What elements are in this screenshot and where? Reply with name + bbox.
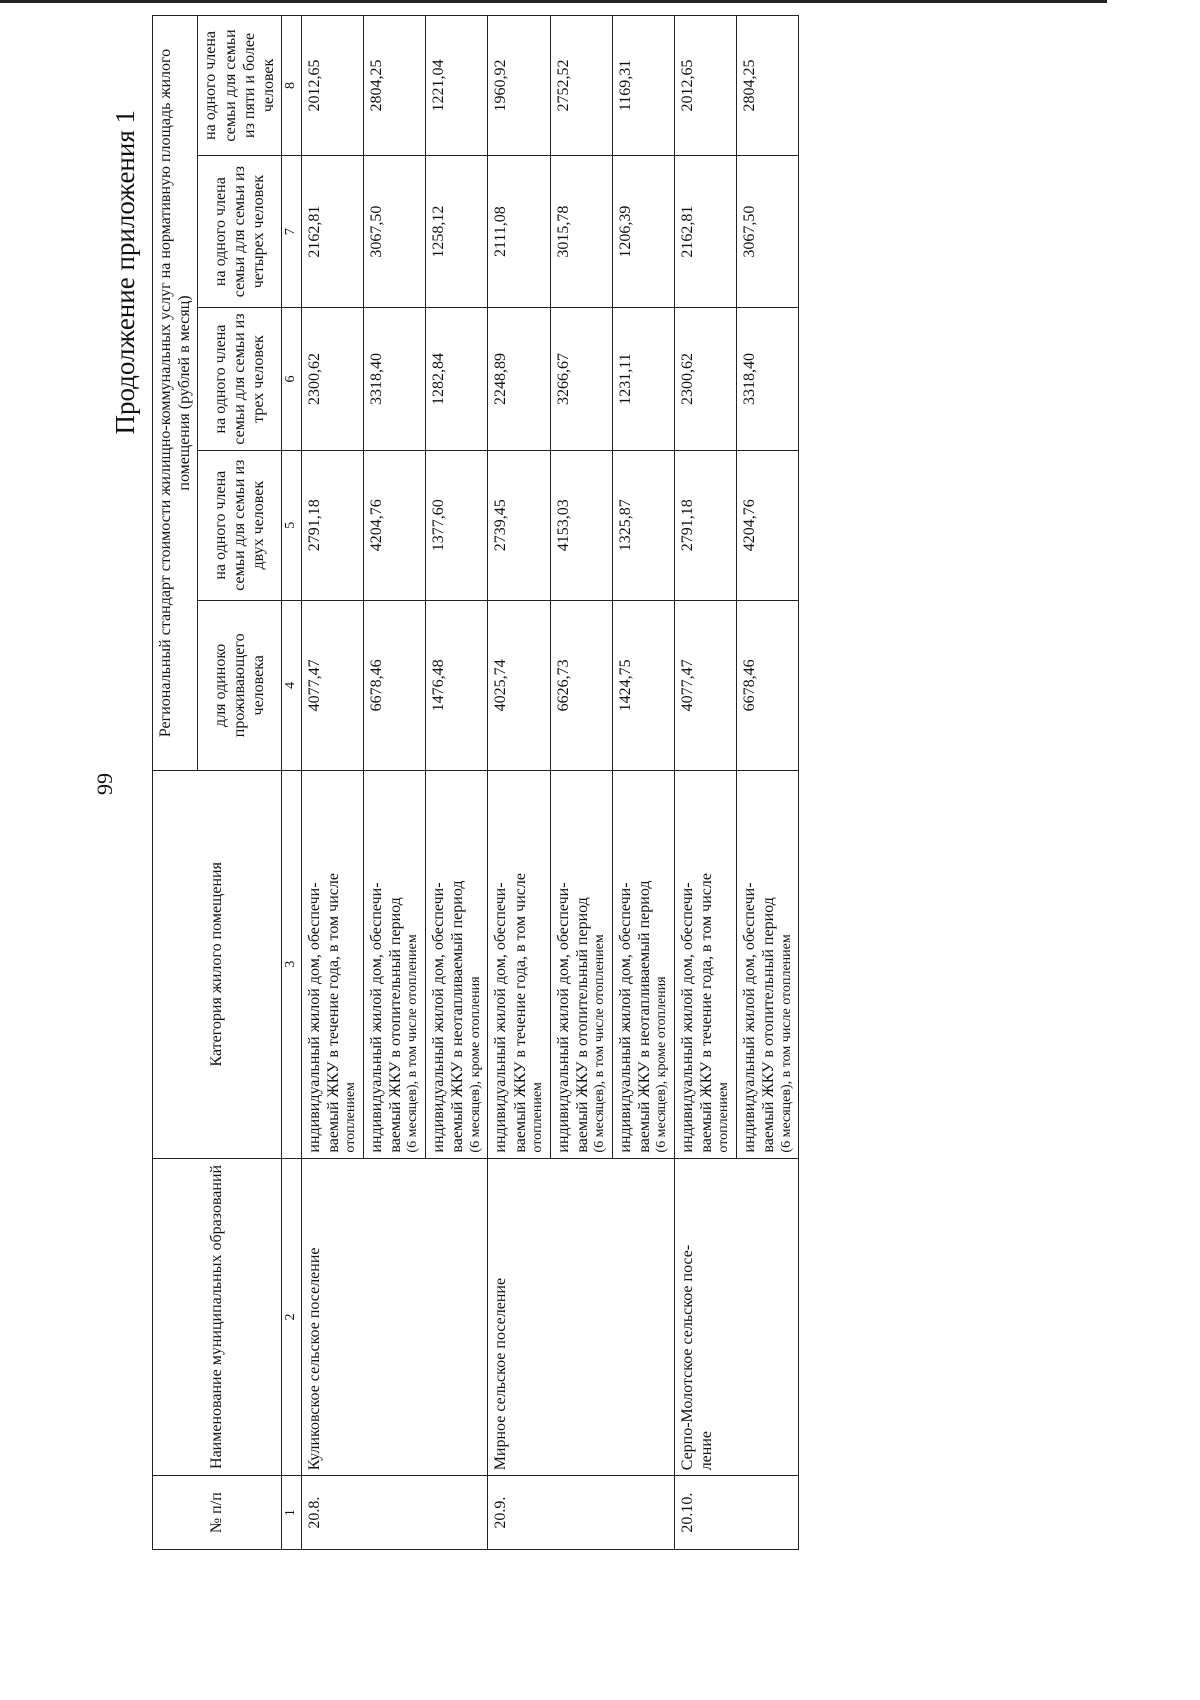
category-line: индивидуальный жилой дом, обеспечи-	[741, 882, 759, 1153]
column-number: 3	[282, 770, 302, 1158]
column-number: 8	[282, 16, 302, 156]
header-column-numbers	[282, 16, 302, 1550]
category-year-heating	[674, 770, 736, 1158]
category-line: индивидуальный жилой дом, обеспечи-	[554, 882, 572, 1153]
category-year-heating	[488, 770, 550, 1158]
page-number: 99	[92, 773, 117, 795]
category-line: (6 месяцев), кроме отопления	[467, 976, 483, 1153]
category-line: (6 месяцев), в том числе отоплением	[591, 934, 607, 1153]
category-line: отоплением	[529, 1082, 545, 1153]
header-category: Категория жилого помещения	[153, 770, 282, 1158]
value-cell: 1231,11	[612, 308, 674, 450]
value-cell: 3266,67	[550, 308, 612, 450]
category-line: индивидуальный жилой дом, обеспечи-	[678, 882, 696, 1153]
municipality-name: Мирное сельское поселение	[488, 1158, 675, 1476]
value-cell: 2804,25	[737, 16, 799, 156]
value-cell: 2791,18	[674, 450, 736, 600]
column-number: 4	[282, 600, 302, 770]
value-cell: 2012,65	[301, 16, 363, 156]
category-line: отоплением	[716, 1082, 732, 1153]
continuation-title: Продолжение приложения 1	[110, 110, 140, 435]
value-cell: 2791,18	[301, 450, 363, 600]
value-cell: 4153,03	[550, 450, 612, 600]
value-cell: 2111,08	[488, 155, 550, 308]
category-line: ваемый ЖКУ в течение года, в том числе	[698, 873, 716, 1153]
category-line: ваемый ЖКУ в отопительный период	[387, 897, 405, 1153]
column-number: 7	[282, 155, 302, 308]
value-cell: 4204,76	[364, 450, 426, 600]
header-family-3: на одного члена семьи для семьи из трех человек	[198, 308, 282, 450]
header-family-2: на одного члена семьи для семьи из двух человек	[198, 450, 282, 600]
value-cell: 3067,50	[737, 155, 799, 308]
header-municipality: Наименование муниципальных образований	[153, 1158, 282, 1476]
value-cell: 1476,48	[426, 600, 488, 770]
value-cell: 2300,62	[674, 308, 736, 450]
header-num: № п/п	[153, 1476, 282, 1550]
value-cell: 1206,39	[612, 155, 674, 308]
row-number: 20.10.	[674, 1476, 798, 1550]
value-cell: 2162,81	[301, 155, 363, 308]
header-family-4: на одного члена семьи для семьи из четырех человек	[198, 155, 282, 308]
municipality-name	[674, 1158, 798, 1476]
category-line: (6 месяцев), в том числе отоплением	[405, 934, 421, 1153]
value-cell: 1424,75	[612, 600, 674, 770]
value-cell: 1221,04	[426, 16, 488, 156]
category-line: индивидуальный жилой дом, обеспечи-	[616, 882, 634, 1153]
column-number: 2	[282, 1158, 302, 1476]
category-nonheating	[612, 770, 674, 1158]
category-line: (6 месяцев), кроме отопления	[654, 976, 670, 1153]
category-line: индивидуальный жилой дом, обеспечи-	[430, 882, 448, 1153]
table-row	[488, 16, 550, 1550]
value-cell: 2752,52	[550, 16, 612, 156]
table-row	[301, 16, 363, 1550]
category-line: ваемый ЖКУ в течение года, в том числе	[511, 873, 529, 1153]
value-cell: 2012,65	[674, 16, 736, 156]
value-cell: 3318,40	[364, 308, 426, 450]
value-cell: 2162,81	[674, 155, 736, 308]
category-line: индивидуальный жилой дом, обеспечи-	[305, 882, 323, 1153]
column-number: 1	[282, 1476, 302, 1550]
header-row-1	[153, 16, 198, 1550]
row-number: 20.9.	[488, 1476, 675, 1550]
category-line: ваемый ЖКУ в неотапливаемый период	[449, 880, 467, 1153]
header-family-5: на одного члена семьи для семьи из пяти и более человек	[198, 16, 282, 156]
row-number: 20.8.	[301, 1476, 488, 1550]
value-cell: 6678,46	[364, 600, 426, 770]
category-year-heating	[301, 770, 363, 1158]
header-regional-standard: Региональный стандарт стоимости жилищно-коммунальных услуг на нормативную площадь жилого помещения (рублей в месяц)	[153, 16, 198, 771]
municipality-name-line: ление	[698, 1430, 716, 1471]
value-cell: 2300,62	[301, 308, 363, 450]
category-line: ваемый ЖКУ в отопительный период	[760, 897, 778, 1153]
value-cell: 1377,60	[426, 450, 488, 600]
value-cell: 2248,89	[488, 308, 550, 450]
municipality-name-line: Серпо-Молотское сельское посе-	[678, 1244, 696, 1471]
value-cell: 2804,25	[364, 16, 426, 156]
value-cell: 1282,84	[426, 308, 488, 450]
category-line: ваемый ЖКУ в течение года, в том числе	[325, 873, 343, 1153]
category-season-heating	[550, 770, 612, 1158]
value-cell: 3318,40	[737, 308, 799, 450]
category-line: ваемый ЖКУ в неотапливаемый период	[635, 880, 653, 1153]
category-season-heating	[364, 770, 426, 1158]
value-cell: 6678,46	[737, 600, 799, 770]
value-cell: 1169,31	[612, 16, 674, 156]
category-line: индивидуальный жилой дом, обеспечи-	[368, 882, 386, 1153]
category-line: отоплением	[343, 1082, 359, 1153]
value-cell: 2739,45	[488, 450, 550, 600]
value-cell: 1325,87	[612, 450, 674, 600]
column-number: 6	[282, 308, 302, 450]
header-single: для одиноко проживающего человека	[198, 600, 282, 770]
municipality-name: Куликовское сельское поселение	[301, 1158, 488, 1476]
value-cell: 4077,47	[674, 600, 736, 770]
table-row	[674, 16, 736, 1550]
category-line: (6 месяцев), в том числе отоплением	[778, 934, 794, 1153]
category-line: ваемый ЖКУ в отопительный период	[573, 897, 591, 1153]
housing-cost-table	[152, 15, 799, 1550]
category-line: индивидуальный жилой дом, обеспечи-	[492, 882, 510, 1153]
value-cell: 6626,73	[550, 600, 612, 770]
value-cell: 3067,50	[364, 155, 426, 308]
category-season-heating	[737, 770, 799, 1158]
value-cell: 4025,74	[488, 600, 550, 770]
value-cell: 4204,76	[737, 450, 799, 600]
value-cell: 4077,47	[301, 600, 363, 770]
value-cell: 3015,78	[550, 155, 612, 308]
value-cell: 1258,12	[426, 155, 488, 308]
value-cell: 1960,92	[488, 16, 550, 156]
category-nonheating	[426, 770, 488, 1158]
column-number: 5	[282, 450, 302, 600]
